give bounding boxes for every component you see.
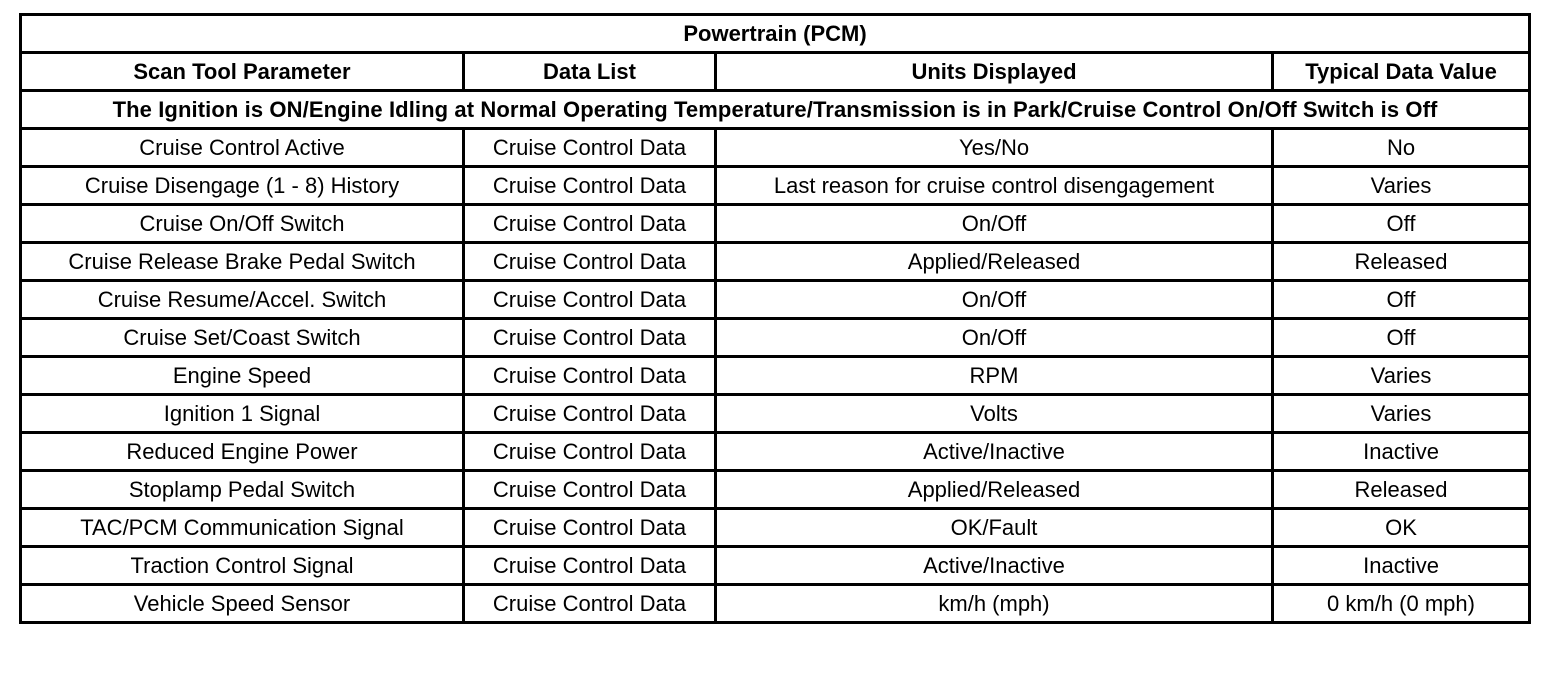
cell-units-displayed: On/Off [716,205,1273,243]
table-header-row [21,53,1530,91]
table-title: Powertrain (PCM) [21,15,1530,53]
cell-scan-tool-parameter: Traction Control Signal [21,547,464,585]
table-row [21,129,1530,167]
cell-data-list: Cruise Control Data [464,585,716,623]
cell-scan-tool-parameter: Cruise Release Brake Pedal Switch [21,243,464,281]
cell-scan-tool-parameter: Cruise On/Off Switch [21,205,464,243]
powertrain-data-table [19,13,1531,624]
cell-data-list: Cruise Control Data [464,433,716,471]
cell-scan-tool-parameter: Cruise Control Active [21,129,464,167]
operating-condition-row [21,91,1530,129]
table-row [21,433,1530,471]
cell-units-displayed: OK/Fault [716,509,1273,547]
cell-units-displayed: On/Off [716,281,1273,319]
cell-typical-data-value: Off [1273,205,1530,243]
cell-typical-data-value: Inactive [1273,547,1530,585]
header-scan-tool-parameter: Scan Tool Parameter [21,53,464,91]
cell-typical-data-value: Varies [1273,357,1530,395]
cell-data-list: Cruise Control Data [464,243,716,281]
cell-typical-data-value: Released [1273,243,1530,281]
table-row [21,205,1530,243]
cell-typical-data-value: Released [1273,471,1530,509]
cell-data-list: Cruise Control Data [464,281,716,319]
cell-units-displayed: Applied/Released [716,471,1273,509]
table-title-row [21,15,1530,53]
cell-typical-data-value: Inactive [1273,433,1530,471]
cell-units-displayed: Yes/No [716,129,1273,167]
header-data-list: Data List [464,53,716,91]
cell-scan-tool-parameter: TAC/PCM Communication Signal [21,509,464,547]
cell-data-list: Cruise Control Data [464,509,716,547]
cell-data-list: Cruise Control Data [464,319,716,357]
table-row [21,319,1530,357]
table-row [21,281,1530,319]
table-row [21,243,1530,281]
cell-units-displayed: Active/Inactive [716,547,1273,585]
cell-scan-tool-parameter: Stoplamp Pedal Switch [21,471,464,509]
cell-units-displayed: Active/Inactive [716,433,1273,471]
cell-units-displayed: Last reason for cruise control disengagement [716,167,1273,205]
table-row [21,395,1530,433]
cell-units-displayed: km/h (mph) [716,585,1273,623]
header-typical-data-value: Typical Data Value [1273,53,1530,91]
header-units-displayed: Units Displayed [716,53,1273,91]
table-row [21,167,1530,205]
cell-data-list: Cruise Control Data [464,395,716,433]
table-body [21,129,1530,623]
cell-typical-data-value: Off [1273,281,1530,319]
cell-scan-tool-parameter: Engine Speed [21,357,464,395]
cell-units-displayed: Applied/Released [716,243,1273,281]
cell-scan-tool-parameter: Vehicle Speed Sensor [21,585,464,623]
cell-units-displayed: RPM [716,357,1273,395]
table-row [21,509,1530,547]
operating-condition: The Ignition is ON/Engine Idling at Normal Operating Temperature/Transmission is in Park/Cruise Control On/Off Switch is Off [21,91,1530,129]
cell-data-list: Cruise Control Data [464,357,716,395]
cell-data-list: Cruise Control Data [464,547,716,585]
cell-scan-tool-parameter: Reduced Engine Power [21,433,464,471]
cell-typical-data-value: Varies [1273,167,1530,205]
cell-typical-data-value: Off [1273,319,1530,357]
cell-scan-tool-parameter: Cruise Disengage (1 - 8) History [21,167,464,205]
cell-typical-data-value: No [1273,129,1530,167]
cell-typical-data-value: Varies [1273,395,1530,433]
cell-scan-tool-parameter: Cruise Set/Coast Switch [21,319,464,357]
cell-data-list: Cruise Control Data [464,129,716,167]
cell-data-list: Cruise Control Data [464,471,716,509]
cell-typical-data-value: 0 km/h (0 mph) [1273,585,1530,623]
cell-typical-data-value: OK [1273,509,1530,547]
cell-data-list: Cruise Control Data [464,205,716,243]
table-row [21,547,1530,585]
table-row [21,471,1530,509]
cell-units-displayed: On/Off [716,319,1273,357]
cell-data-list: Cruise Control Data [464,167,716,205]
table-row [21,357,1530,395]
cell-units-displayed: Volts [716,395,1273,433]
cell-scan-tool-parameter: Ignition 1 Signal [21,395,464,433]
cell-scan-tool-parameter: Cruise Resume/Accel. Switch [21,281,464,319]
table-row [21,585,1530,623]
